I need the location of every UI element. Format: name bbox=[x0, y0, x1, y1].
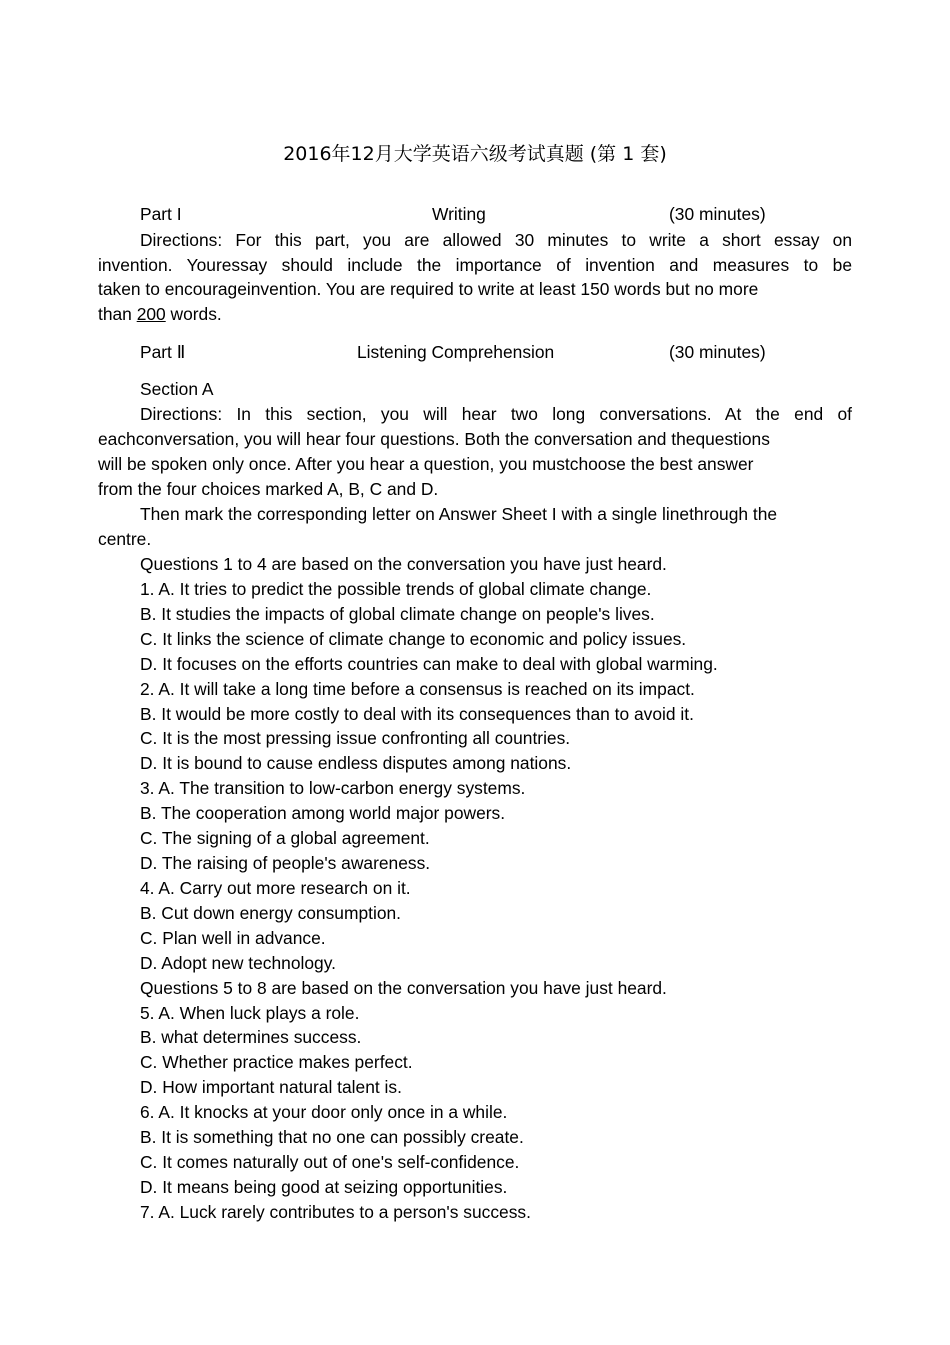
question-item: 5. A. When luck plays a role. bbox=[140, 1002, 360, 1023]
part2-directions-line: eachconversation, you will hear four questions. Both the conversation and thequestions bbox=[98, 429, 770, 449]
section-heading: Section A bbox=[140, 379, 214, 399]
question-item: 2. A. It will take a long time before a consensus is reached on its impact. bbox=[140, 678, 695, 699]
answer-option: B. Cut down energy consumption. bbox=[140, 902, 402, 923]
answer-option: B. The cooperation among world major powers. bbox=[140, 803, 506, 824]
question-item: 1. A. It tries to predict the possible trends of global climate change. bbox=[140, 578, 652, 599]
part2-directions-line: centre. bbox=[98, 529, 152, 549]
answer-option: D. The raising of people's awareness. bbox=[140, 853, 431, 874]
part2-time: (30 minutes) bbox=[669, 342, 766, 362]
part1-time: (30 minutes) bbox=[669, 204, 766, 224]
exam-title: 2016年12月大学英语六级考试真题 (第 1 套) bbox=[283, 143, 667, 165]
question-item: 4. A. Carry out more research on it. bbox=[140, 877, 411, 898]
question-group-intro: Questions 1 to 4 are based on the conversation you have just heard. bbox=[140, 554, 667, 574]
answer-option: B. what determines success. bbox=[140, 1027, 362, 1048]
answer-option: C. It comes naturally out of one's self-confidence. bbox=[140, 1152, 520, 1173]
answer-option: D. It focuses on the efforts countries can make to deal with global warming. bbox=[140, 653, 718, 674]
part1-directions-line: Directions: For this part, you are allowed 30 minutes to write a short essay on bbox=[140, 230, 852, 250]
answer-option: C. It links the science of climate change to economic and policy issues. bbox=[140, 628, 687, 649]
part2-directions-line: will be spoken only once. After you hear a question, you mustchoose the best answer bbox=[98, 454, 754, 474]
part2-directions-line: Then mark the corresponding letter on Answer Sheet I with a single linethrough the bbox=[140, 504, 778, 524]
question-item: 3. A. The transition to low-carbon energy systems. bbox=[140, 778, 526, 799]
part1-name: Writing bbox=[432, 204, 486, 224]
part2-directions-line: Directions: In this section, you will hear two long conversations. At the end of bbox=[140, 404, 852, 424]
answer-option: D. Adopt new technology. bbox=[140, 952, 336, 973]
part1-directions-line: invention. Youressay should include the importance of invention and measures to be bbox=[98, 255, 852, 275]
answer-option: B. It is something that no one can possibly create. bbox=[140, 1127, 524, 1148]
part1-label: Part I bbox=[140, 204, 182, 224]
answer-option: D. It is bound to cause endless disputes among nations. bbox=[140, 753, 572, 774]
part2-name: Listening Comprehension bbox=[357, 342, 555, 362]
question-item: 7. A. Luck rarely contributes to a person's success. bbox=[140, 1201, 531, 1222]
answer-option: C. Whether practice makes perfect. bbox=[140, 1052, 413, 1073]
word-limit: 200 bbox=[136, 304, 166, 324]
answer-option: C. It is the most pressing issue confronting all countries. bbox=[140, 728, 571, 749]
answer-option: C. Plan well in advance. bbox=[140, 927, 326, 948]
answer-option: B. It studies the impacts of global climate change on people's lives. bbox=[140, 603, 655, 624]
part1-directions-line: taken to encourageinvention. You are required to write at least 150 words but no more bbox=[98, 279, 759, 299]
answer-option: D. It means being good at seizing opportunities. bbox=[140, 1177, 508, 1197]
directions-text: words. bbox=[165, 304, 222, 324]
answer-option: D. How important natural talent is. bbox=[140, 1077, 402, 1098]
part1-directions-line bbox=[98, 302, 852, 327]
directions-text: than bbox=[98, 304, 137, 324]
answer-option: B. It would be more costly to deal with its consequences than to avoid it. bbox=[140, 703, 694, 724]
question-item: 6. A. It knocks at your door only once in a while. bbox=[140, 1102, 508, 1123]
part2-header bbox=[0, 340, 950, 364]
answer-option: C. The signing of a global agreement. bbox=[140, 828, 430, 849]
part2-directions-line: from the four choices marked A, B, C and D. bbox=[98, 479, 439, 499]
question-group-intro: Questions 5 to 8 are based on the conversation you have just heard. bbox=[140, 977, 667, 998]
part1-header bbox=[0, 202, 950, 226]
part2-label: Part Ⅱ bbox=[140, 342, 186, 362]
